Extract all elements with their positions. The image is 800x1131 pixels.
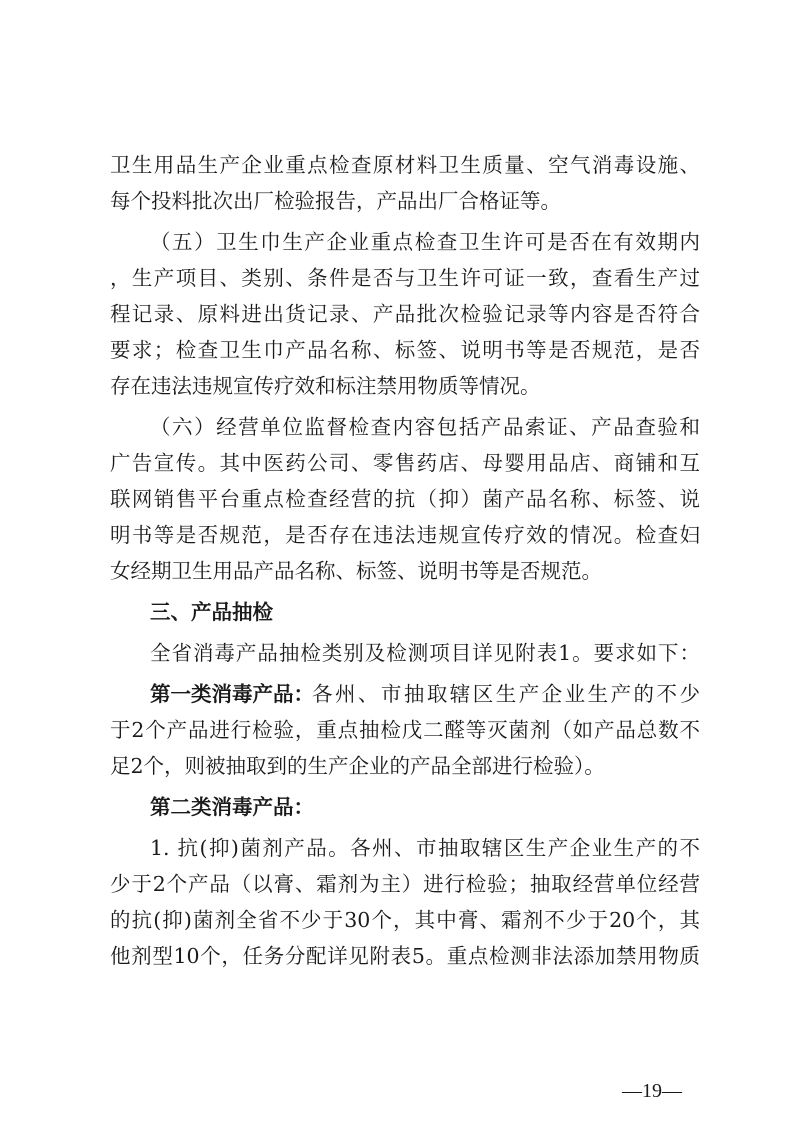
text-line: ，生产项目、类别、条件是否与卫生许可证一致，查看生产过: [110, 266, 700, 290]
text-line: 女经期卫生用品产品名称、标签、说明书等是否规范。: [110, 559, 602, 583]
subsection-label: 第二类消毒产品：: [150, 795, 314, 819]
text-line: 他剂型10个，任务分配详见附表5。重点检测非法添加禁用物质: [110, 944, 700, 968]
page-number: —19—: [622, 1080, 682, 1102]
text-line: 1. 抗(抑)菌剂产品。各州、市抽取辖区生产企业生产的不: [150, 836, 700, 860]
text-line: 程记录、原料进出货记录、产品批次检验记录等内容是否符合: [110, 302, 700, 326]
text-line: 每个投料批次出厂检验报告，产品出厂合格证等。: [110, 189, 561, 213]
text-line: 联网销售平台重点检查经营的抗（抑）菌产品名称、标签、说: [110, 487, 700, 511]
text-line: 广告宣传。其中医药公司、零售药店、母婴用品店、商铺和互: [110, 451, 700, 475]
text-line: 明书等是否规范，是否存在违法违规宣传疗效的情况。检查妇: [110, 523, 700, 547]
text-line: 存在违法违规宣传疗效和标注禁用物质等情况。: [110, 374, 541, 398]
text-line: 卫生用品生产企业重点检查原材料卫生质量、空气消毒设施、: [110, 153, 700, 177]
subsection-label: 第一类消毒产品：: [150, 682, 314, 706]
text-line: （六）经营单位监督检查内容包括产品索证、产品查验和: [150, 415, 700, 439]
text-line: 于2个产品进行检验，重点抽检戊二醛等灭菌剂（如产品总数不: [110, 718, 700, 742]
text-line: （五）卫生巾生产企业重点检查卫生许可是否在有效期内: [150, 230, 700, 254]
text-line: 要求；检查卫生巾产品名称、标签、说明书等是否规范，是否: [110, 338, 700, 362]
text-line: 足2个，则被抽取到的生产企业的产品全部进行检验）。: [110, 754, 605, 778]
section-heading: 三、产品抽检: [150, 600, 273, 624]
text-line: 少于2个产品（以膏、霜剂为主）进行检验；抽取经营单位经营: [110, 872, 700, 896]
text-line: 的抗(抑)菌剂全省不少于30个，其中膏、霜剂不少于20个，其: [110, 908, 700, 932]
text-line: 全省消毒产品抽检类别及检测项目详见附表1。要求如下：: [150, 641, 700, 665]
text-line: 各州、市抽取辖区生产企业生产的不少: [312, 682, 700, 706]
